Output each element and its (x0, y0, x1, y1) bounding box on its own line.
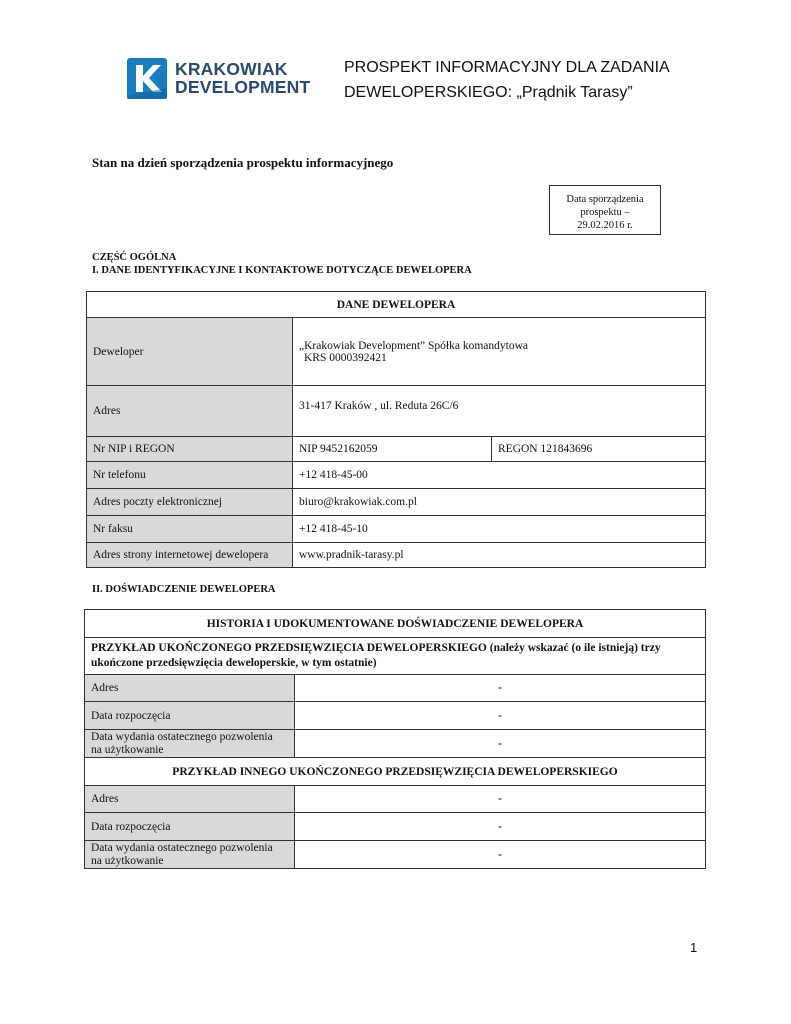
example2-address-label: Adres (85, 786, 295, 813)
document-title-line2: DEWELOPERSKIEGO: „Prądnik Tarasy” (344, 84, 633, 101)
logo-text (175, 60, 310, 96)
developer-krs: KRS 0000392421 (304, 351, 387, 364)
example2-permit-label-line1: Data wydania ostatecznego pozwolenia (91, 841, 273, 854)
logo-k-icon (127, 58, 167, 99)
website-value: www.pradnik-tarasy.pl (293, 543, 706, 568)
example1-address-value: - (295, 675, 706, 702)
example1-address-label: Adres (85, 675, 295, 702)
company-logo (127, 58, 311, 100)
address-value: 31-417 Kraków , ul. Reduta 26C/6 (293, 386, 706, 437)
fax-value: +12 418-45-10 (293, 516, 706, 543)
regon-value: REGON 121843696 (492, 437, 706, 462)
section2-heading: II. DOŚWIADCZENIE DEWELOPERA (92, 584, 276, 595)
developer-table-header: DANE DEWELOPERA (87, 292, 706, 318)
website-label: Adres strony internetowej dewelopera (87, 543, 293, 568)
example2-permit-value: - (295, 841, 706, 869)
logo-line1: KRAKOWIAK (175, 59, 288, 79)
developer-label: Deweloper (87, 318, 293, 386)
logo-line2: DEVELOPMENT (175, 77, 311, 97)
section1-heading: I. DANE IDENTYFIKACYJNE I KONTAKTOWE DOTYCZĄCE DEWELOPERA (92, 265, 472, 276)
fax-label: Nr faksu (87, 516, 293, 543)
email-label: Adres poczty elektronicznej (87, 489, 293, 516)
part-heading: CZĘŚĆ OGÓLNA (92, 252, 177, 263)
example1-permit-label-line2: na użytkowanie (91, 743, 164, 756)
example2-start-value: - (295, 813, 706, 841)
example2-header: PRZYKŁAD INNEGO UKOŃCZONEGO PRZEDSIĘWZIĘCIA DEWELOPERSKIEGO (85, 758, 706, 786)
example2-start-label: Data rozpoczęcia (85, 813, 295, 841)
developer-value (293, 318, 706, 386)
example1-header: PRZYKŁAD UKOŃCZONEGO PRZEDSIĘWZIĘCIA DEWELOPERSKIEGO (należy wskazać (o ile istnieją) trzy ukończone przedsięwzięcia deweloperskie, w tym ostatnie) (85, 638, 706, 675)
address-label: Adres (87, 386, 293, 437)
date-box-line1: Data sporządzenia (566, 194, 644, 205)
example1-start-label: Data rozpoczęcia (85, 702, 295, 730)
history-table-header: HISTORIA I UDOKUMENTOWANE DOŚWIADCZENIE DEWELOPERA (85, 610, 706, 638)
developer-name: „Krakowiak Development” Spółka komandytowa (299, 339, 528, 352)
example1-permit-value: - (295, 730, 706, 758)
document-title-line1: PROSPEKT INFORMACYJNY DLA ZADANIA (344, 59, 670, 76)
nip-regon-label: Nr NIP i REGON (87, 437, 293, 462)
example1-start-value: - (295, 702, 706, 730)
example2-permit-label-line2: na użytkowanie (91, 854, 164, 867)
example1-permit-label (85, 730, 295, 758)
date-box-line2: prospektu – (580, 207, 630, 218)
document-title (344, 55, 764, 105)
phone-value: +12 418-45-00 (293, 462, 706, 489)
nip-value: NIP 9452162059 (293, 437, 492, 462)
developer-history-table (84, 609, 706, 869)
phone-label: Nr telefonu (87, 462, 293, 489)
preparation-date-box (549, 185, 661, 235)
developer-data-table (86, 291, 706, 568)
email-value: biuro@krakowiak.com.pl (293, 489, 706, 516)
page-number: 1 (690, 940, 698, 955)
date-box-line3: 29.02.2016 r. (577, 220, 633, 231)
example1-permit-label-line1: Data wydania ostatecznego pozwolenia (91, 730, 273, 743)
example2-permit-label (85, 841, 295, 869)
status-line: Stan na dzień sporządzenia prospektu informacyjnego (92, 155, 394, 170)
example2-address-value: - (295, 786, 706, 813)
